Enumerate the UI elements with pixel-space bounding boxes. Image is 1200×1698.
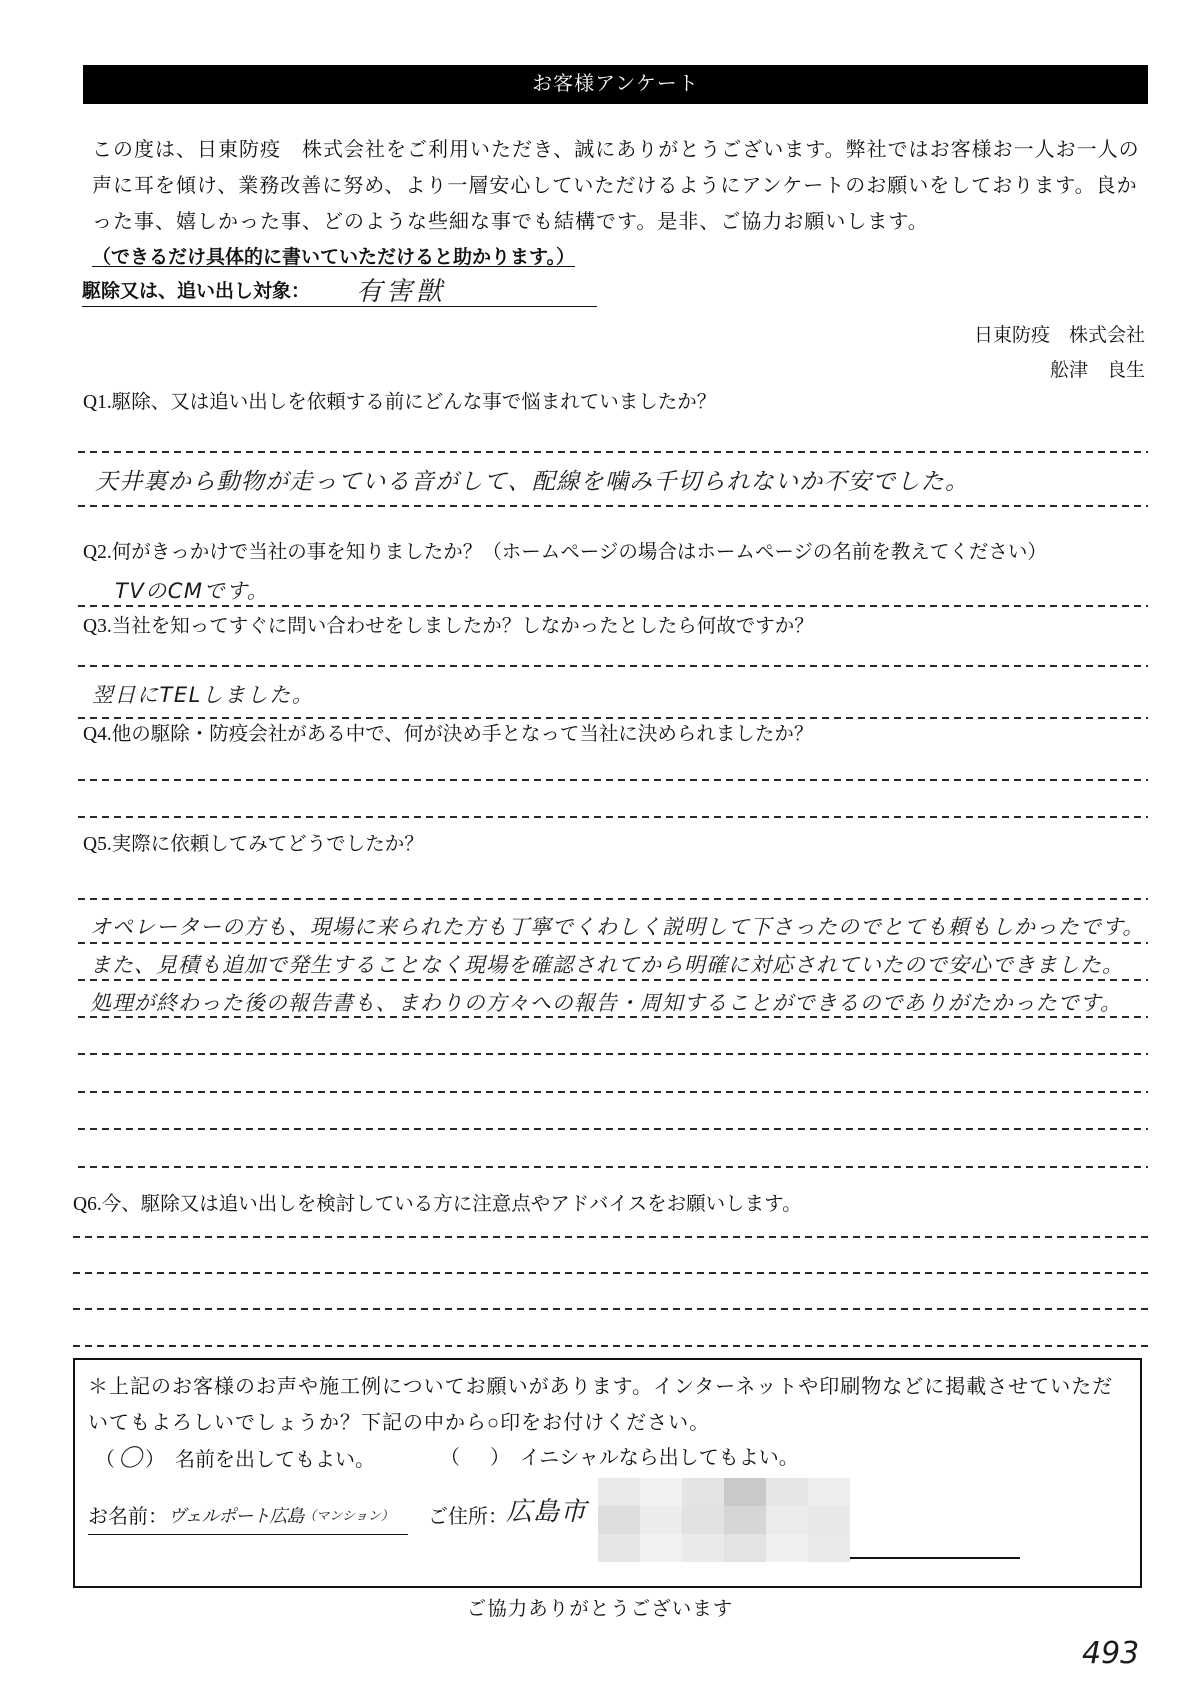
footer-thanks: ご協力ありがとうございます	[466, 1599, 734, 1620]
mosaic-cell	[724, 1506, 766, 1534]
address-label: ご住所：	[428, 1506, 508, 1528]
consent-option-initials	[440, 1444, 799, 1472]
target-value: 有害獣	[356, 277, 447, 307]
question-3-label: Q3.当社を知ってすぐに問い合わせをしましたか？しなかったとしたら何故ですか？	[83, 616, 814, 637]
consent-option-label: イニシャルなら出してもよい。	[520, 1447, 799, 1469]
mosaic-cell	[598, 1478, 640, 1506]
answer-line	[78, 942, 1148, 944]
answer-line	[73, 1272, 1148, 1274]
paren-close: ）	[490, 1447, 510, 1469]
intro-line: この度は、日東防疫 株式会社をご利用いただき、誠にありがとうございます。弊社ではお客様お一人お一人の	[92, 139, 1140, 161]
answer-line	[78, 1053, 1148, 1055]
answer-line	[73, 1308, 1148, 1310]
mosaic-cell	[766, 1506, 808, 1534]
intro-note: （できるだけ具体的に書いていただけると助かります。）	[92, 247, 575, 268]
paren-close: ）	[145, 1449, 165, 1471]
mosaic-cell	[598, 1534, 640, 1562]
mosaic-cell	[766, 1534, 808, 1562]
question-2-label: Q2.何がきっかけで当社の事を知りましたか？（ホームページの場合はホームページの名前を教えてください）	[83, 542, 1047, 563]
question-5-answer-line: オペレーターの方も、現場に来られた方も丁寧でくわしく説明して下さったのでとても頼もしかったです。	[90, 915, 1145, 939]
answer-line	[73, 1236, 1148, 1238]
address-value: 広島市	[506, 1497, 588, 1527]
survey-title-bar	[83, 65, 1148, 104]
answer-line	[78, 1016, 1148, 1018]
mosaic-cell	[682, 1478, 724, 1506]
answer-line	[78, 665, 1148, 667]
answer-line	[78, 505, 1148, 507]
question-2-answer: TVのCMです。	[115, 579, 270, 603]
answer-line	[78, 979, 1148, 981]
question-4-label: Q4.他の駆除・防疫会社がある中で、何が決め手となって当社に決められましたか？	[83, 724, 814, 745]
circle-mark: 〇	[118, 1444, 142, 1472]
intro-line: 声に耳を傾け、業務改善に努め、より一層安心していただけるようにアンケートのお願いをしております。良か	[92, 175, 1138, 197]
consent-option-label: 名前を出してもよい。	[175, 1449, 375, 1471]
mosaic-cell	[766, 1478, 808, 1506]
name-label: お名前：	[88, 1506, 168, 1528]
consent-option-name	[95, 1444, 375, 1474]
mosaic-cell	[640, 1534, 682, 1562]
question-3-answer: 翌日にTELしました。	[92, 683, 315, 707]
answer-line	[78, 898, 1148, 900]
mosaic-cell	[724, 1478, 766, 1506]
answer-line	[78, 779, 1148, 781]
name-note: （マンション）	[303, 1509, 394, 1524]
redacted-address-mosaic	[598, 1478, 850, 1562]
mosaic-cell	[682, 1506, 724, 1534]
company-person: 舩津 良生	[1049, 360, 1145, 381]
answer-line	[78, 605, 1148, 607]
answer-line	[78, 1091, 1148, 1093]
survey-title: お客様アンケート	[532, 73, 699, 95]
question-1-answer: 天井裏から動物が走っている音がして、配線を噛み千切られないか不安でした。	[95, 469, 970, 495]
name-value: ヴェルポート広島	[168, 1506, 304, 1527]
consent-text-line: ＊上記のお客様のお声や施工例についてお願いがあります。インターネットや印刷物などに掲載させていただ	[88, 1376, 1114, 1398]
mosaic-cell	[808, 1478, 850, 1506]
mosaic-cell	[808, 1506, 850, 1534]
mosaic-cell	[724, 1534, 766, 1562]
question-1-label: Q1.駆除、又は追い出しを依頼する前にどんな事で悩まれていましたか？	[83, 392, 717, 413]
mosaic-cell	[808, 1534, 850, 1562]
paren-open: （	[440, 1447, 460, 1469]
mosaic-cell	[682, 1534, 724, 1562]
mosaic-cell	[640, 1478, 682, 1506]
target-field	[82, 278, 597, 307]
name-field	[88, 1500, 408, 1535]
page-number: 493	[1082, 1636, 1140, 1671]
answer-line	[78, 1128, 1148, 1130]
question-5-answer-line: 処理が終わった後の報告書も、まわりの方々への報告・周知することができるのでありがたかったです。	[90, 991, 1123, 1015]
answer-line	[78, 717, 1148, 719]
answer-line	[78, 451, 1148, 453]
answer-line	[73, 1345, 1148, 1347]
question-5-label: Q5.実際に依頼してみてどうでしたか？	[83, 834, 424, 855]
question-6-label: Q6.今、駆除又は追い出しを検討している方に注意点やアドバイスをお願いします。	[73, 1194, 802, 1215]
answer-line	[78, 816, 1148, 818]
intro-line: った事、嬉しかった事、どのような些細な事でも結構です。是非、ご協力お願いします。	[92, 211, 929, 233]
mosaic-cell	[640, 1506, 682, 1534]
company-name: 日東防疫 株式会社	[973, 325, 1145, 346]
target-label: 駆除又は、追い出し対象：	[82, 281, 311, 302]
mosaic-cell	[598, 1506, 640, 1534]
consent-text-line: いてもよろしいでしょうか？下記の中から○印をお付けください。	[88, 1412, 711, 1434]
answer-line	[78, 1166, 1148, 1168]
question-5-answer-line: また、見積も追加で発生することなく現場を確認されてから明確に対応されていたので安心できました。	[90, 953, 1124, 977]
paren-open: （	[95, 1449, 115, 1471]
